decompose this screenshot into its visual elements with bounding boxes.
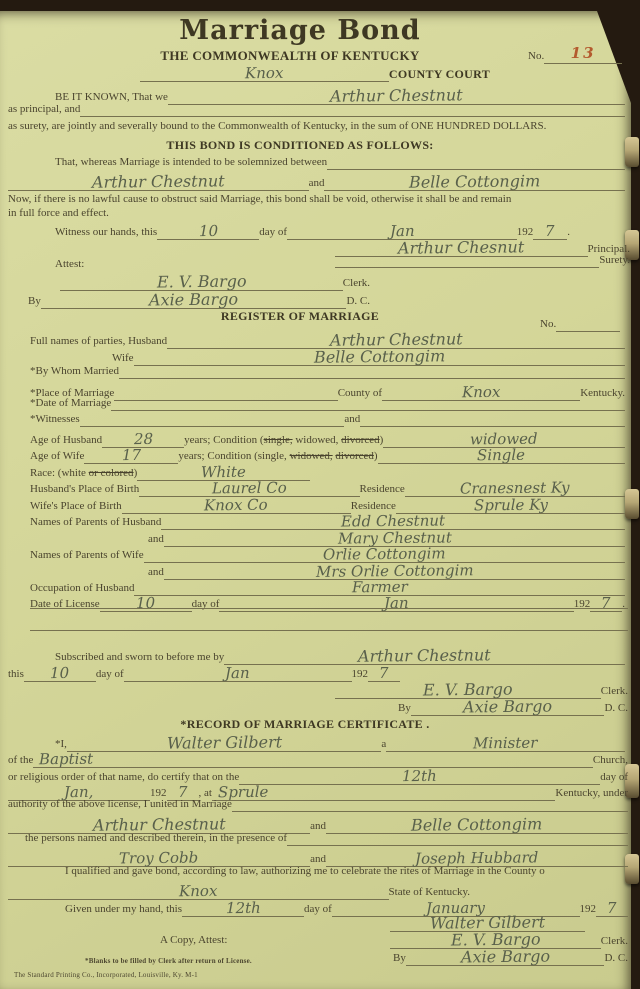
residence-label: Residence bbox=[350, 500, 396, 512]
witness-year-handwritten: 7 bbox=[545, 221, 556, 241]
blank-line bbox=[111, 410, 625, 411]
cert-bride-slot bbox=[326, 813, 628, 834]
husband-birth-label: Husband's Place of Birth bbox=[30, 483, 140, 495]
dc-label: D. C. bbox=[346, 295, 370, 308]
qualified-row bbox=[65, 865, 630, 879]
surety-clause-text: as surety, are jointly and severally bound to the Commonwealth of Kentucky, in the sum of ONE HUNDRED DOLLARS. bbox=[8, 120, 547, 132]
county-court-row bbox=[140, 62, 490, 82]
county-of-label: County of bbox=[337, 387, 383, 399]
given-month-handwritten: January bbox=[426, 898, 486, 918]
cert-deputy-handwritten: Axie Bargo bbox=[460, 946, 550, 967]
period-label: . bbox=[622, 598, 625, 610]
presence-clause-label: the persons named and described therein, in the presence of bbox=[25, 832, 288, 844]
condition-single: single, bbox=[257, 450, 287, 462]
by-label: By bbox=[398, 702, 411, 715]
kentucky-label: Kentucky. bbox=[580, 387, 625, 399]
certificate-title: *RECORD OF MARRIAGE CERTIFICATE . bbox=[180, 717, 430, 731]
solemnized-row bbox=[55, 156, 625, 170]
by-whom-row bbox=[30, 365, 625, 379]
cert-groom-handwritten: Arthur Chestnut bbox=[92, 814, 226, 835]
sworn-label: Subscribed and sworn to before me by bbox=[55, 651, 225, 664]
wife-label: Wife bbox=[112, 352, 134, 365]
certificate-title-row bbox=[0, 717, 610, 732]
license-year-handwritten: 7 bbox=[601, 593, 612, 613]
witnesses-row bbox=[30, 413, 625, 427]
blank-line bbox=[287, 845, 628, 846]
period-label: . bbox=[567, 226, 570, 238]
and-label: and bbox=[148, 566, 164, 578]
and-label: and bbox=[308, 177, 325, 190]
cert-bride-handwritten: Belle Cottongim bbox=[411, 814, 543, 835]
race-label: Race: (white bbox=[30, 467, 86, 479]
and-label: and bbox=[310, 853, 326, 865]
day-of-label: day of bbox=[191, 598, 220, 610]
register-deputy-handwritten: Axie Bargo bbox=[463, 696, 553, 717]
sworn-name-handwritten: Arthur Chestnut bbox=[358, 645, 492, 666]
race-close: ) bbox=[133, 467, 138, 479]
bond-deputy-slot bbox=[41, 288, 347, 309]
minister-signature-handwritten: Walter Gilbert bbox=[429, 912, 546, 933]
register-deputy-row bbox=[398, 695, 628, 716]
blank-line bbox=[119, 378, 625, 379]
as-principal-row bbox=[8, 103, 625, 117]
lawful-clause-text-1: Now, if there is no lawful cause to obstruct said Marriage, this bond shall be void, otherwise it shall be and remain bbox=[8, 193, 512, 205]
bond-bride-handwritten: Belle Cottongim bbox=[409, 171, 541, 192]
blanks-note-row bbox=[85, 957, 252, 966]
presence-row bbox=[25, 832, 628, 846]
principal-signature-handwritten: Arthur Chesnut bbox=[398, 237, 525, 258]
clerk-label: Clerk. bbox=[342, 277, 370, 290]
register-title: REGISTER OF MARRIAGE bbox=[220, 309, 380, 323]
sworn-day-handwritten: 10 bbox=[50, 663, 70, 683]
witness-day-handwritten: 10 bbox=[198, 221, 218, 241]
divider-line bbox=[30, 630, 628, 631]
i-label: *I, bbox=[55, 738, 67, 751]
given-year-slot bbox=[596, 897, 628, 917]
cert-couple-row bbox=[8, 813, 628, 834]
register-husband-handwritten: Arthur Chestnut bbox=[329, 329, 463, 350]
be-it-known-row bbox=[55, 84, 625, 105]
occupation-label: Occupation of Husband bbox=[30, 582, 135, 594]
condition-widowed-struck: widowed, bbox=[289, 450, 333, 462]
cert-witness2-handwritten: Joseph Hubbard bbox=[415, 848, 539, 868]
cert-deputy-slot bbox=[406, 945, 605, 966]
day-of-label: day of bbox=[95, 668, 124, 680]
minister-name-handwritten: Walter Gilbert bbox=[166, 732, 282, 753]
blank-line bbox=[80, 426, 345, 427]
blank-line bbox=[232, 811, 628, 812]
residence-label: Residence bbox=[359, 483, 405, 495]
and-label: and bbox=[148, 533, 164, 545]
a-label: a bbox=[381, 738, 387, 751]
order-clause-label: or religious order of that name, do certify that on the bbox=[8, 771, 240, 783]
qualified-clause-label: I qualified and gave bond, according to law, authorizing me to celebrate the rites of Marriage in the County o bbox=[65, 865, 545, 877]
date-license-label: Date of License bbox=[30, 598, 100, 610]
bond-groom-slot bbox=[8, 170, 309, 191]
wife-residence-handwritten: Sprule Ky bbox=[473, 495, 548, 515]
surety-label: Surety. bbox=[599, 254, 630, 266]
and-label: and bbox=[310, 820, 326, 833]
register-county-handwritten: Knox bbox=[461, 382, 501, 402]
kentucky-under-label: Kentucky, under bbox=[555, 787, 628, 799]
county-slot bbox=[140, 62, 389, 82]
husband-birth-handwritten: Laurel Co bbox=[211, 478, 287, 498]
condition-divorced-struck: divorced bbox=[341, 434, 380, 446]
sworn-month-handwritten: Jan bbox=[225, 663, 250, 683]
register-deputy-slot bbox=[411, 695, 605, 716]
lawful-clause-row-1 bbox=[8, 193, 511, 207]
witness-day-slot bbox=[157, 220, 259, 240]
document-title: Marriage Bond bbox=[179, 15, 421, 46]
bond-bride-slot bbox=[324, 170, 625, 191]
condition-prefix: years; Condition ( bbox=[178, 450, 258, 462]
bond-clerk-handwritten: E. V. Bargo bbox=[156, 271, 247, 292]
year-prefix-label: 192 bbox=[573, 598, 591, 610]
bond-number-value: 13 bbox=[570, 44, 596, 62]
denomination-handwritten: Baptist bbox=[39, 749, 94, 769]
bond-deputy-row bbox=[28, 288, 370, 309]
cert-county-handwritten: Knox bbox=[178, 881, 218, 901]
day-of-label: day of bbox=[600, 771, 628, 783]
husband-residence-handwritten: Cranesnest Ky bbox=[459, 478, 570, 498]
date-of-marriage-label: *Date of Marriage bbox=[30, 397, 112, 409]
condition-widowed: widowed, bbox=[295, 434, 339, 446]
and-label: and bbox=[344, 413, 361, 425]
bond-number-label: No. bbox=[528, 50, 545, 62]
wife-birth-handwritten: Knox Co bbox=[204, 495, 269, 515]
parents-wife-label: Names of Parents of Wife bbox=[30, 549, 144, 561]
occupation-handwritten: Farmer bbox=[351, 577, 408, 597]
at-label: , at bbox=[198, 787, 212, 799]
lawful-clause-text-2: in full force and effect. bbox=[8, 207, 109, 219]
age-husband-label: Age of Husband bbox=[30, 434, 103, 446]
cert-clerk-handwritten: E. V. Bargo bbox=[450, 929, 541, 950]
divider-row bbox=[30, 608, 628, 609]
condition-prefix: years; Condition ( bbox=[184, 434, 264, 446]
bond-groom-handwritten: Arthur Chestnut bbox=[91, 171, 225, 192]
sworn-month-slot bbox=[124, 662, 352, 682]
principal-name-slot bbox=[168, 84, 625, 105]
date-of-marriage-row bbox=[30, 397, 625, 411]
given-day-handwritten: 12th bbox=[225, 898, 261, 918]
cert-witness1-slot bbox=[8, 847, 310, 867]
condition-close: ) bbox=[379, 434, 384, 446]
wife-condition-handwritten: Single bbox=[477, 445, 526, 465]
blank-line bbox=[335, 267, 599, 268]
principal-name-handwritten: Arthur Chestnut bbox=[330, 85, 463, 106]
place-of-marriage-label: *Place of Marriage bbox=[30, 387, 115, 399]
printer-line: The Standard Printing Co., Incorporated, Louisville, Ky. M-1 bbox=[14, 971, 198, 979]
of-the-label: of the bbox=[8, 754, 34, 766]
full-names-label: Full names of parties, Husband bbox=[30, 335, 168, 348]
bond-number-slot bbox=[544, 44, 622, 64]
county-handwritten: Knox bbox=[245, 63, 284, 83]
divider-row bbox=[30, 630, 628, 631]
cert-month-handwritten: Jan, bbox=[64, 782, 94, 802]
blank-line bbox=[360, 426, 625, 427]
state-clause-label: State of Kentucky. bbox=[388, 886, 470, 898]
year-prefix-label: 192 bbox=[150, 787, 167, 799]
register-wife-row bbox=[112, 345, 625, 366]
register-title-row bbox=[0, 309, 600, 324]
by-label: By bbox=[28, 295, 41, 308]
witnesses-label: *Witnesses bbox=[30, 413, 80, 425]
given-clause-label: Given under my hand, this bbox=[65, 903, 183, 915]
register-number-label: No. bbox=[540, 318, 557, 330]
copy-attest-label: A Copy, Attest: bbox=[160, 934, 228, 946]
cert-place-handwritten: Sprule bbox=[217, 782, 269, 802]
day-of-label: day of bbox=[304, 903, 332, 915]
witness-month-handwritten: Jan bbox=[389, 221, 415, 241]
conditioned-heading: THIS BOND IS CONDITIONED AS FOLLOWS: bbox=[166, 138, 434, 152]
age-wife-handwritten: 17 bbox=[121, 445, 141, 465]
license-day-handwritten: 10 bbox=[135, 593, 156, 613]
given-year-handwritten: 7 bbox=[607, 898, 617, 918]
principal-label: Principal. bbox=[587, 243, 630, 256]
cert-groom-slot bbox=[8, 813, 310, 834]
authority-row bbox=[8, 798, 628, 812]
year-prefix-label: 192 bbox=[579, 903, 596, 915]
cert-witness2-slot bbox=[326, 847, 628, 867]
age-husband-handwritten: 28 bbox=[133, 429, 153, 449]
attest-label: Attest: bbox=[55, 258, 85, 270]
county-court-label: COUNTY COURT bbox=[388, 66, 490, 81]
as-principal-label: as principal, and bbox=[8, 103, 81, 115]
be-it-known-label: BE IT KNOWN, That we bbox=[55, 91, 168, 104]
bond-couple-row bbox=[8, 170, 625, 191]
father-husband-handwritten: Edd Chestnut bbox=[341, 511, 446, 531]
surety-signature-row bbox=[335, 254, 630, 268]
license-month-handwritten: Jan bbox=[384, 593, 409, 613]
surety-clause-row bbox=[8, 120, 628, 134]
father-wife-handwritten: Orlie Cottongim bbox=[322, 544, 446, 564]
wife-birth-label: Wife's Place of Birth bbox=[30, 500, 122, 512]
copy-attest-row bbox=[160, 934, 227, 948]
condition-divorced-struck: divorced bbox=[335, 450, 374, 462]
mother-husband-handwritten: Mary Chestnut bbox=[337, 528, 452, 548]
bond-number-row bbox=[528, 44, 622, 64]
minister-title-handwritten: Minister bbox=[473, 733, 538, 753]
age-wife-label: Age of Wife bbox=[30, 450, 85, 462]
sworn-day-slot bbox=[24, 662, 96, 682]
binder-tab bbox=[625, 137, 639, 167]
register-wife-handwritten: Belle Cottongim bbox=[313, 346, 445, 367]
day-of-label: day of bbox=[259, 226, 288, 238]
cert-year-handwritten: 7 bbox=[177, 782, 188, 802]
wife-condition-slot bbox=[378, 444, 625, 464]
register-clerk-handwritten: E. V. Bargo bbox=[422, 679, 513, 700]
cert-witnesses-row bbox=[8, 847, 628, 867]
blanks-note: *Blanks to be filled by Clerk after return of License. bbox=[85, 957, 252, 965]
church-label: Church, bbox=[592, 754, 628, 766]
year-prefix-label: 192 bbox=[351, 668, 368, 680]
given-day-slot bbox=[182, 897, 304, 917]
authority-clause-label: authority of the above license, I united in Marriage bbox=[8, 798, 232, 810]
mother-wife-handwritten: Mrs Orlie Cottongim bbox=[315, 561, 474, 581]
sworn-year-handwritten: 7 bbox=[379, 663, 389, 683]
clerk-label: Clerk. bbox=[600, 685, 628, 698]
solemnized-label: That, whereas Marriage is intended to be solemnized between bbox=[55, 156, 328, 168]
race-handwritten: White bbox=[201, 462, 247, 482]
year-prefix-label: 192 bbox=[516, 226, 534, 238]
conditioned-row bbox=[0, 138, 600, 153]
commonwealth-heading: THE COMMONWEALTH OF KENTUCKY bbox=[160, 48, 420, 63]
husband-condition-handwritten: widowed bbox=[470, 429, 539, 449]
binder-tab bbox=[625, 489, 639, 519]
bond-deputy-handwritten: Axie Bargo bbox=[149, 289, 239, 310]
by-whom-label: *By Whom Married bbox=[30, 365, 120, 377]
lawful-clause-row-2 bbox=[8, 207, 109, 221]
divider-line bbox=[30, 608, 628, 609]
clerk-label: Clerk. bbox=[600, 935, 628, 948]
blank-line bbox=[80, 116, 625, 117]
cert-deputy-row bbox=[393, 945, 628, 966]
cert-day-handwritten: 12th bbox=[402, 766, 438, 786]
register-wife-slot bbox=[134, 345, 625, 366]
condition-single-struck: single, bbox=[263, 434, 293, 446]
by-label: By bbox=[393, 952, 406, 965]
printer-row bbox=[14, 971, 198, 980]
cert-witness1-handwritten: Troy Cobb bbox=[119, 848, 199, 868]
parents-husband-label: Names of Parents of Husband bbox=[30, 516, 162, 528]
condition-close: ) bbox=[373, 450, 378, 462]
dc-label: D. C. bbox=[604, 952, 628, 965]
dc-label: D. C. bbox=[604, 702, 628, 715]
witness-hands-label: Witness our hands, this bbox=[55, 226, 158, 238]
race-colored-struck: or colored bbox=[88, 467, 134, 479]
document-title-row bbox=[0, 14, 600, 48]
this-label: this bbox=[8, 668, 24, 680]
